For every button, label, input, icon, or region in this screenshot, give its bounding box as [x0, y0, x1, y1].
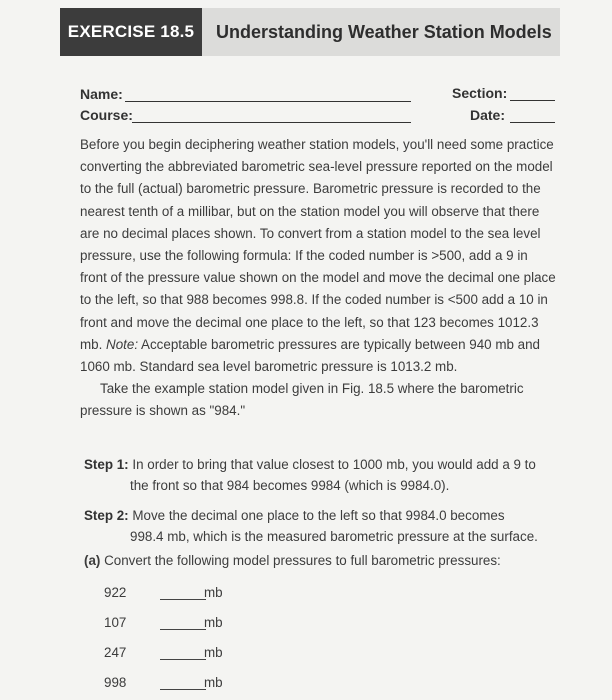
part-a-label: (a): [84, 553, 101, 568]
intro-p1-part-a: Before you begin deciphering weather station models, you'll need some practice converting the abbreviated barometric sea-level pressure reported on the model to the full (actual) barometric pressure. Barometric pressure is recorded to the nearest tenth of a millibar, but on the station model you will observe that there are no decimal places shown. To convert from a station model to the sea level pressure, use the following formula: If the coded number is >500, add a 9 in front of the pressure value shown on the model and move the decimal one place to the left, so that 988 becomes 998.8. If the coded number is <500 add a 10 in front and move the decimal one place to the left, so that 123 becomes 1012.3 mb.: [80, 137, 556, 352]
step-2-label: Step 2:: [84, 508, 129, 523]
step-2-line-2: 998.4 mb, which is the measured barometric pressure at the surface.: [130, 529, 538, 544]
name-label: Name:: [80, 86, 123, 102]
intro-note-label: Note:: [106, 336, 139, 352]
unit-label: mb: [204, 645, 223, 660]
unit-label: mb: [204, 585, 223, 600]
section-label: Section:: [452, 85, 508, 101]
course-label: Course:: [80, 107, 133, 123]
section-field[interactable]: [510, 100, 555, 101]
answer-blank[interactable]: [160, 599, 206, 600]
model-pressure-value: 107: [104, 615, 127, 630]
intro-text: [80, 134, 558, 423]
step-1-line-1: In order to bring that value closest to 1000 mb, you would add a 9 to: [128, 457, 536, 472]
date-field[interactable]: [510, 122, 555, 123]
unit-label: mb: [204, 675, 223, 690]
intro-paragraph-2: Take the example station model given in Fig. 18.5 where the barometric pressure is shown as "984.": [80, 381, 524, 419]
step-2-line-1: Move the decimal one place to the left so that 9984.0 becomes: [128, 508, 505, 523]
course-field[interactable]: [132, 122, 411, 123]
date-label: Date:: [470, 107, 506, 123]
step-1-label: Step 1:: [84, 457, 129, 472]
model-pressure-value: 247: [104, 645, 127, 660]
exercise-title: Understanding Weather Station Models: [202, 8, 560, 56]
name-field[interactable]: [125, 101, 411, 102]
answer-blank[interactable]: [160, 659, 206, 660]
exercise-label: EXERCISE 18.5: [60, 8, 202, 56]
model-pressure-value: 998: [104, 675, 127, 690]
step-1-line-2: the front so that 984 becomes 9984 (which is 9984.0).: [130, 478, 450, 493]
step-2: [84, 505, 554, 547]
intro-paragraph-1: [80, 134, 558, 378]
part-a-prompt: [84, 553, 501, 568]
answer-blank[interactable]: [160, 629, 206, 630]
intro-p1-part-b: Acceptable barometric pressures are typically between 940 mb and 1060 mb. Standard sea level barometric pressure is 1013.2 mb.: [80, 336, 540, 375]
unit-label: mb: [204, 615, 223, 630]
model-pressure-value: 922: [104, 585, 127, 600]
part-a-text: Convert the following model pressures to full barometric pressures:: [100, 553, 501, 568]
step-1: [84, 454, 554, 496]
exercise-header: [60, 8, 560, 56]
answer-blank[interactable]: [160, 689, 206, 690]
